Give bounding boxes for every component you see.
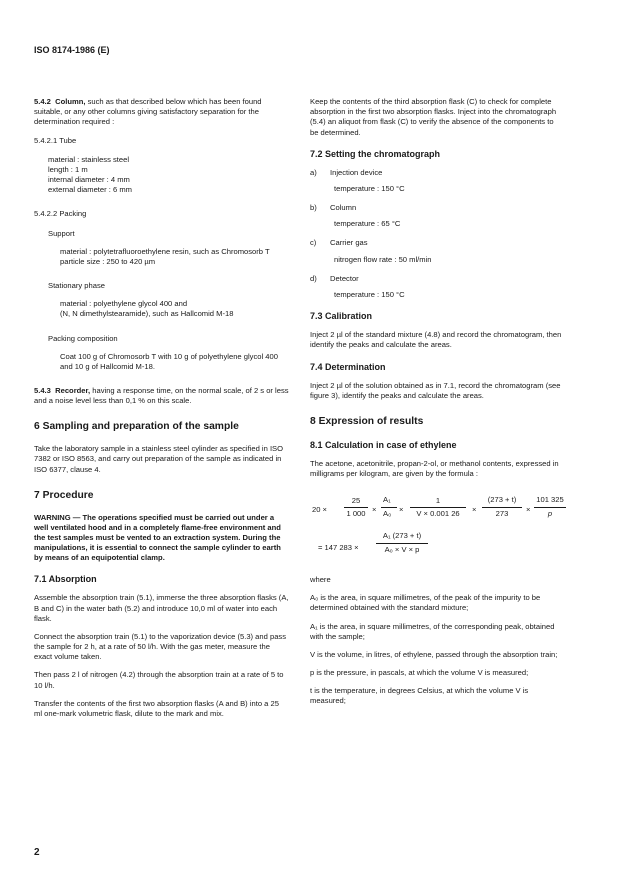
clause-5-4-3: 5.4.3 Recorder, having a response time, on the normal scale, of 2 s or less and a noise level less than 0,1 % on this scale. [34, 386, 289, 406]
tube-spec: material : stainless steel length : 1 m internal diameter : 4 mm external diameter : 6 mm [48, 154, 132, 195]
item-a: a) Injection device [310, 167, 383, 177]
item-a-value: temperature : 150 °C [334, 183, 405, 193]
formula-intro: The acetone, acetonitrile, propan-2-ol, or methanol contents, expressed in milligrams per kilogram, are given by the formula : [310, 458, 559, 478]
item-c-value: nitrogen flow rate : 50 ml/min [334, 254, 432, 264]
definition-a0: A₀ is the area, in square millimetres, of the peak of the impurity to be determined obtained with the standard mixture; [310, 593, 541, 613]
section-7-heading: 7 Procedure [34, 489, 94, 501]
section-7-4-heading: 7.4 Determination [310, 361, 386, 372]
clause-5-4-2: 5.4.2 Column, such as that described below which has been found suitable, or any other columns giving satisfactory separation for the determination required : [34, 97, 262, 127]
where-label: where [310, 575, 331, 585]
section-8-heading: 8 Expression of results [310, 415, 424, 427]
definition-a1: A₁ is the area, in square millimetres, of the corresponding peak, obtained with the sample; [310, 621, 555, 641]
clause-5-4-2-2: 5.4.2.2 Packing [34, 209, 87, 219]
warning-text: WARNING — The operations specified must be carried out under a well ventilated hood and in a completely flame-free environment and the test samples must be vented to an extraction system. During the manipulations, it is essential to connect the sample cylinder to earth by means of an equipotential clamp. [34, 512, 281, 563]
item-d-value: temperature : 150 °C [334, 289, 405, 299]
section-6-heading: 6 Sampling and preparation of the sample [34, 421, 239, 433]
item-b: b) Column [310, 203, 357, 213]
right-column [310, 97, 564, 715]
absorption-p1: Assemble the absorption train (5.1), immerse the three absorption flasks (A, B and C) in the water bath (5.2) and introduce 10,0 ml of water into each flask. [34, 593, 289, 623]
section-7-3-heading: 7.3 Calibration [310, 311, 373, 322]
running-header: ISO 8174-1986 (E) [34, 45, 110, 55]
packing-heading: Packing composition [48, 333, 118, 343]
clause-5-4-2-1: 5.4.2.1 Tube [34, 135, 77, 145]
item-c: c) Carrier gas [310, 238, 368, 248]
calibration-text: Inject 2 µl of the standard mixture (4.8) and record the chromatogram, then identify the peaks and calculate the areas. [310, 330, 562, 350]
absorption-p4: Transfer the contents of the first two absorption flasks (A and B) into a 25 ml one-mark volumetric flask, dilute to the mark and mix. [34, 698, 279, 718]
section-7-1-heading: 7.1 Absorption [34, 574, 97, 585]
absorption-p3: Then pass 2 l of nitrogen (4.2) through the absorption train at a rate of 5 to 10 l/h. [34, 670, 284, 690]
continuation-text: Keep the contents of the third absorption flask (C) to check for complete absorption in the first two absorption flasks. Inject into the chromatograph (5.4) an aliquot from flask (C) to verify the absence of the components to be determined. [310, 97, 557, 137]
determination-text: Inject 2 µl of the solution obtained as in 7.1, record the chromatogram (see figure 3), identify the peaks and calculate the areas. [310, 380, 561, 400]
left-column [34, 97, 289, 727]
item-d: d) Detector [310, 273, 359, 283]
stationary-heading: Stationary phase [48, 281, 105, 291]
support-heading: Support [48, 228, 75, 238]
stationary-spec: material : polyethylene glycol 400 and (N, N dimethylstearamide), such as Hallcomid M-18 [60, 299, 234, 319]
definition-p: p is the pressure, in pascals, at which the volume V is measured; [310, 668, 529, 678]
page-number: 2 [34, 847, 40, 858]
section-7-2-heading: 7.2 Setting the chromatograph [310, 148, 441, 159]
definition-v: V is the volume, in litres, of ethylene, passed through the absorption train; [310, 649, 558, 659]
section-6-text: Take the laboratory sample in a stainless steel cylinder as specified in ISO 7382 or ISO 8563, and carry out preparation of the sample as indicated in ISO 6377, clause 4. [34, 444, 284, 474]
definition-t: t is the temperature, in degrees Celsius, at which the volume V is measured; [310, 686, 529, 706]
formula: 20 × 25 1 000 × A₁ A₀ × 1 V × 0.001 26 × (273 + t) 273 × 101 325 p = 147 283 × A₁ (273 + t) A₀ × V × p [310, 487, 564, 569]
absorption-p2: Connect the absorption train (5.1) to the vaporization device (5.3) and pass the sample for 2 h, at a rate of 50 l/h. With the gas meter, measure the exact volume taken. [34, 631, 287, 662]
packing-text: Coat 100 g of Chromosorb T with 10 g of polyethylene glycol 400 and 10 g of Hallcomid M-18. [60, 351, 278, 371]
support-spec: material : polytetrafluoroethylene resin, such as Chromosorb T particle size : 250 to 420 µm [60, 246, 270, 266]
item-b-value: temperature : 65 °C [334, 219, 401, 229]
section-8-1-heading: 8.1 Calculation in case of ethylene [310, 439, 457, 450]
